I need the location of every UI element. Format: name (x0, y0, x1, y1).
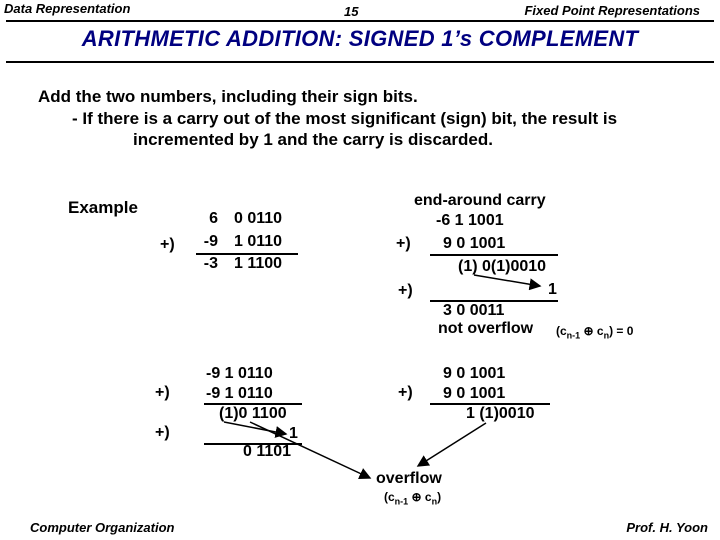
slide-title: ARITHMETIC ADDITION: SIGNED 1’s COMPLEMENT (81, 26, 639, 51)
ex3-row-3: (1)0 1100 (219, 405, 287, 422)
ex3-plus-1: +) (155, 384, 170, 401)
ex1-plus-sign: +) (160, 236, 175, 253)
ex4-row-2: 9 0 1001 (443, 385, 506, 402)
footer-course: Computer Organization (30, 520, 175, 535)
ex4-row-3: 1 (1)0010 (466, 405, 535, 422)
header-section-title: Data Representation (4, 1, 131, 16)
ex1-dec-3: -3 (203, 255, 218, 272)
ex2-result: not overflow (438, 320, 534, 337)
ex3-row-1: -9 1 0110 (206, 365, 273, 382)
ex1-bits-1: 0 0110 (234, 210, 283, 227)
ex1-dec-2: -9 (203, 233, 218, 250)
ex4-plus-sign: +) (398, 384, 413, 401)
ex3-plus-2: +) (155, 424, 170, 441)
ex2-heading: end-around carry (414, 192, 546, 209)
ex4-row-1: 9 0 1001 (443, 365, 506, 382)
ex2-row-1: -6 1 1001 (436, 212, 504, 229)
footer-author: Prof. H. Yoon (626, 520, 708, 535)
ex2-xor-note: ($c_{n-1}$ ⊕ $c_n) = 0$ (556, 324, 634, 341)
ex4-overflow-arrow (418, 423, 486, 466)
header-page-number: 15 (344, 4, 359, 19)
intro-line-2: - If there is a carry out of the most significant (sign) bit, the result is (72, 109, 618, 128)
ex2-row-3: (1) 0(1)0010 (458, 258, 547, 275)
example-label: Example (68, 198, 138, 217)
ex3-row-2: -9 1 0110 (206, 385, 273, 402)
ex2-row-4: 1 (548, 281, 557, 298)
overflow-label: overflow (376, 470, 442, 487)
ex1-bits-2: 1 0110 (234, 233, 283, 250)
intro-line-1: Add the two numbers, including their sign bits. (38, 87, 418, 106)
ex2-row-5: 3 0 0011 (443, 302, 505, 319)
header-topic: Fixed Point Representations (524, 3, 700, 18)
ex2-plus-1: +) (396, 235, 411, 252)
ex1-bits-3: 1 1100 (234, 255, 283, 272)
ex3-row-4: 1 (289, 425, 298, 442)
overflow-xor-note: ($c_{n-1}$ ⊕ $c_n$) (384, 490, 442, 507)
ex3-overflow-arrow (250, 422, 370, 478)
ex1-dec-1: 6 (209, 210, 218, 227)
intro-line-3: incremented by 1 and the carry is discarded. (133, 130, 493, 149)
ex2-row-2: 9 0 1001 (443, 235, 506, 252)
ex2-plus-2: +) (398, 282, 413, 299)
end-around-carry-arrow (474, 275, 540, 286)
ex3-row-5: 0 1101 (243, 443, 292, 460)
